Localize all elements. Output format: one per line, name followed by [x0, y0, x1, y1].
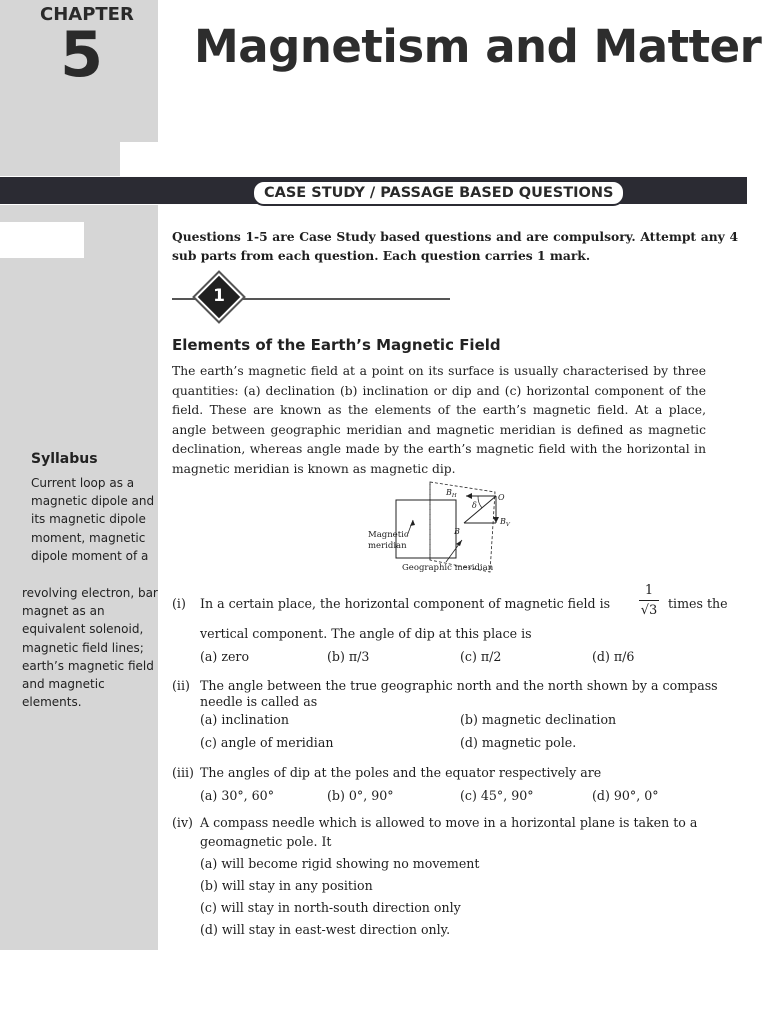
option-c: (c) 45°, 90°: [460, 788, 534, 803]
chapter-label: CHAPTER: [40, 4, 134, 25]
question-text: The angle between the true geographic north and the north shown by a compass: [200, 678, 718, 693]
label-bh-sub: H: [451, 493, 457, 499]
option-a: (a) 30°, 60°: [200, 788, 274, 803]
question-number: (i): [172, 596, 186, 611]
sidebar-notch: [120, 142, 160, 178]
label-geographic-meridian: Geographic meridian: [402, 563, 494, 573]
fraction-numerator: 1: [639, 584, 659, 601]
label-b: B: [454, 527, 460, 536]
label-bh: B: [446, 488, 452, 497]
question-text-line2: vertical component. The angle of dip at this place is: [200, 626, 532, 641]
syllabus-text: Current loop as a magnetic dipole and its magnetic dipole moment, magnetic dipole moment of a: [31, 476, 155, 563]
b-vector: [464, 496, 496, 523]
question-marker-number: 1: [213, 286, 225, 306]
syllabus-text-continued: revolving electron, bar magnet as an equivalent solenoid, magnetic field lines; earth’s magnetic field and magnetic elements.: [22, 586, 158, 710]
question-text-line2: geomagnetic pole. It: [200, 834, 332, 849]
option-d: (d) magnetic pole.: [460, 735, 577, 750]
section-title: Elements of the Earth’s Magnetic Field: [172, 336, 501, 354]
sidebar-gap: [0, 222, 84, 258]
option-c: (c) will stay in north-south direction only: [200, 900, 461, 915]
fraction-denominator: √3: [640, 603, 658, 618]
delta-arc: [478, 496, 482, 508]
option-d: (d) π/6: [592, 649, 635, 664]
option-a: (a) zero: [200, 649, 250, 664]
question-number: (iii): [172, 765, 194, 780]
question-text-after: times the: [668, 596, 728, 611]
svg-text:BH: [445, 488, 457, 499]
banner-label: CASE STUDY / PASSAGE BASED QUESTIONS: [252, 180, 625, 206]
page-title: Magnetism and Matter: [194, 20, 762, 73]
option-a: (a) inclination: [200, 712, 289, 727]
option-d: (d) will stay in east-west direction only.: [200, 922, 451, 937]
earth-field-diagram: [360, 478, 560, 578]
question-text-line2: needle is called as: [200, 694, 318, 709]
geographic-pointer-head: [456, 540, 462, 546]
option-b: (b) magnetic declination: [460, 712, 617, 727]
option-c: (c) π/2: [460, 649, 502, 664]
label-meridian: meridian: [368, 541, 407, 551]
label-magnetic: Magnetic: [368, 530, 409, 540]
question-text: In a certain place, the horizontal component of magnetic field is: [200, 596, 611, 611]
label-bv-sub: V: [505, 522, 510, 528]
chapter-number: 5: [60, 18, 104, 91]
bv-arrowhead: [493, 517, 499, 523]
label-delta: δ: [472, 501, 477, 510]
syllabus-heading: Syllabus: [31, 451, 98, 467]
passage-text: The earth’s magnetic field at a point on its surface is usually characterised by three quantities: (a) declination (b) inclination or dip and (c) horizontal component of the field. These are known as the elements of the earth’s magnetic field. At a place, angle between geographic meridian and magnetic meridian is defined as magnetic declination, whereas angle made by the earth’s magnetic field with the horizontal in magnetic meridian is known as magnetic dip.: [172, 364, 706, 476]
option-b: (b) π/3: [327, 649, 370, 664]
question-text: The angles of dip at the poles and the equator respectively are: [200, 765, 602, 780]
fraction: [639, 584, 659, 617]
bh-arrowhead: [466, 493, 472, 499]
question-number: (ii): [172, 678, 190, 693]
svg-text:BV: [499, 517, 511, 528]
instructions: Questions 1-5 are Case Study based questions and are compulsory. Attempt any 4 sub parts from each question. Each question carries 1 mark.: [172, 229, 738, 263]
option-b: (b) 0°, 90°: [327, 788, 394, 803]
question-text: A compass needle which is allowed to move in a horizontal plane is taken to a: [200, 815, 698, 830]
option-d: (d) 90°, 0°: [592, 788, 659, 803]
question-number: (iv): [172, 815, 193, 830]
option-b: (b) will stay in any position: [200, 878, 373, 893]
label-o: O: [498, 493, 505, 502]
sidebar-panel: [0, 205, 158, 950]
label-bv: B: [500, 517, 506, 526]
option-c: (c) angle of meridian: [200, 735, 334, 750]
option-a: (a) will become rigid showing no movement: [200, 856, 480, 871]
